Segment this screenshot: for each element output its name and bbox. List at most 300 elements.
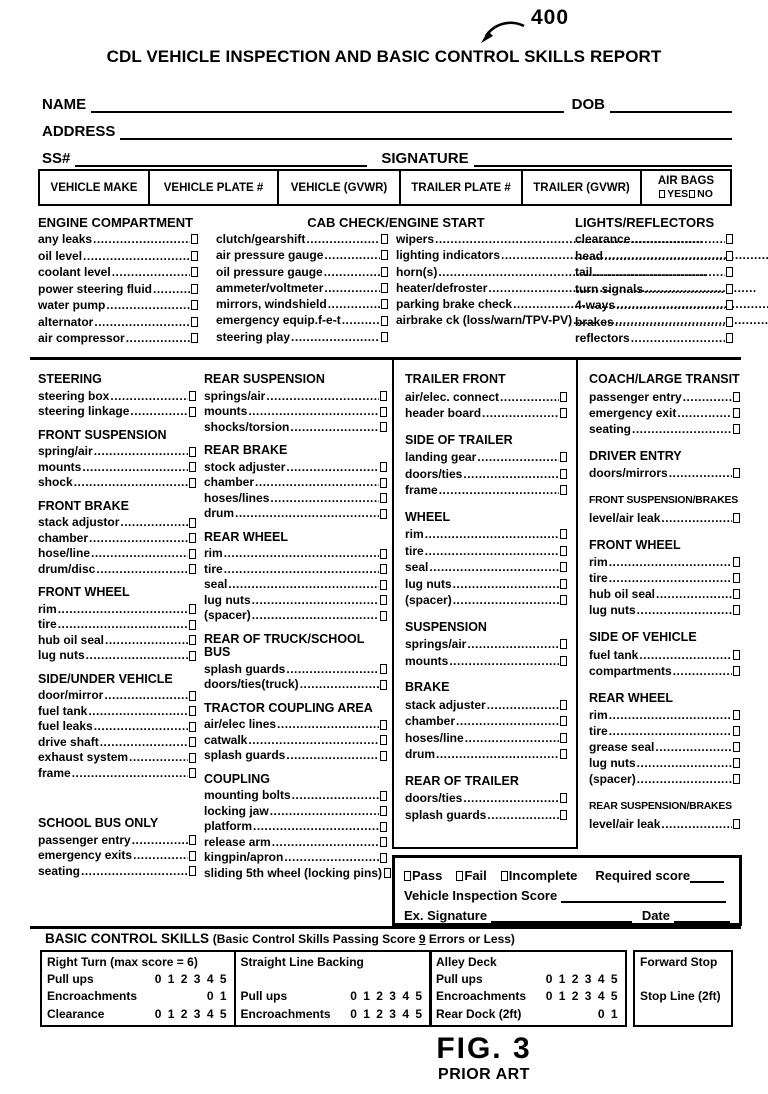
checklist-item bbox=[204, 850, 387, 866]
dob-field-line[interactable] bbox=[610, 95, 732, 113]
checklist-group bbox=[204, 444, 387, 522]
item-label: chamber bbox=[38, 530, 89, 545]
group-title: REAR WHEEL bbox=[589, 690, 674, 705]
score-options[interactable]: 0 1 2 3 4 5 bbox=[545, 989, 619, 1003]
checkbox[interactable] bbox=[560, 452, 567, 462]
checkbox[interactable] bbox=[560, 793, 567, 803]
dot-leader bbox=[453, 576, 559, 593]
checklist-item bbox=[38, 864, 196, 880]
checklist-item bbox=[405, 526, 567, 543]
dot-leader bbox=[482, 405, 559, 422]
result-row bbox=[404, 863, 730, 883]
checkbox[interactable] bbox=[380, 478, 387, 488]
checkbox[interactable] bbox=[189, 549, 196, 559]
dot-leader bbox=[656, 586, 732, 602]
checkbox[interactable] bbox=[380, 720, 387, 730]
checklist-item bbox=[575, 248, 733, 265]
checkbox[interactable] bbox=[733, 605, 740, 615]
checklist-item bbox=[589, 510, 740, 526]
checkbox[interactable] bbox=[560, 546, 567, 556]
checkbox[interactable] bbox=[560, 595, 567, 605]
checkbox[interactable] bbox=[381, 250, 388, 260]
checkbox[interactable] bbox=[380, 837, 387, 847]
checkbox[interactable] bbox=[380, 509, 387, 519]
checklist-item bbox=[204, 420, 387, 436]
checklist-group bbox=[405, 373, 567, 422]
checkbox[interactable] bbox=[380, 853, 387, 863]
checklist-item bbox=[405, 482, 567, 499]
group-title: SIDE OF VEHICLE bbox=[589, 630, 697, 644]
group-title: FRONT SUSPENSION bbox=[38, 427, 167, 442]
dot-leader bbox=[673, 663, 732, 679]
checklist-item bbox=[575, 314, 733, 331]
checkbox[interactable] bbox=[380, 493, 387, 503]
checkbox[interactable] bbox=[380, 664, 387, 674]
item-label: hoses/line bbox=[405, 730, 464, 745]
item-label: rim bbox=[589, 555, 608, 569]
item-label: power steering fluid bbox=[38, 281, 153, 296]
name-field-line[interactable] bbox=[91, 95, 563, 113]
date-line[interactable] bbox=[674, 908, 730, 923]
checklist-item bbox=[589, 755, 740, 771]
checkbox[interactable] bbox=[189, 447, 196, 457]
checkbox[interactable] bbox=[189, 635, 196, 645]
checkbox[interactable] bbox=[189, 866, 196, 876]
skill-label: Stop Line (2ft) bbox=[640, 989, 721, 1003]
score-options[interactable]: 0 1 2 3 4 5 bbox=[154, 971, 228, 986]
score-options[interactable]: 0 1 bbox=[597, 1006, 619, 1021]
item-label: passenger entry bbox=[38, 832, 131, 847]
checklist-item bbox=[589, 465, 740, 481]
checkbox[interactable] bbox=[560, 408, 567, 418]
checkbox[interactable] bbox=[726, 284, 733, 294]
dot-leader bbox=[252, 593, 379, 609]
checkbox[interactable] bbox=[560, 716, 567, 726]
skill-row bbox=[436, 1006, 619, 1024]
checkbox[interactable] bbox=[733, 710, 740, 720]
item-label: seating bbox=[589, 421, 632, 436]
dot-leader bbox=[631, 231, 725, 248]
checkbox[interactable] bbox=[384, 868, 391, 878]
checklist-group bbox=[204, 531, 387, 624]
checkbox[interactable] bbox=[560, 733, 567, 743]
checkbox[interactable] bbox=[381, 267, 388, 277]
item-label: oil level bbox=[38, 248, 83, 263]
item-label: chamber bbox=[405, 714, 456, 728]
item-label: header board bbox=[405, 406, 482, 420]
checklist-item bbox=[38, 648, 196, 664]
group-title: REAR SUSPENSION bbox=[204, 372, 325, 386]
item-label: compartments bbox=[589, 663, 672, 678]
item-label: mounting bolts bbox=[204, 788, 291, 802]
inspection-score-line[interactable] bbox=[561, 888, 726, 903]
score-options[interactable]: 0 1 2 3 4 5 bbox=[154, 1006, 228, 1021]
checkbox[interactable] bbox=[733, 758, 740, 768]
item-label: fuel leaks bbox=[38, 719, 93, 733]
checkbox[interactable] bbox=[733, 424, 740, 434]
checkbox[interactable] bbox=[189, 407, 196, 417]
checklist-item bbox=[204, 717, 387, 733]
top-checklists bbox=[38, 214, 738, 354]
checkbox[interactable] bbox=[189, 564, 196, 574]
group-title: SIDE OF TRAILER bbox=[405, 432, 513, 447]
checkbox[interactable] bbox=[189, 851, 196, 861]
skill-row bbox=[47, 971, 228, 989]
checkbox[interactable] bbox=[380, 391, 387, 401]
checkbox[interactable] bbox=[560, 562, 567, 572]
item-label: air/elec. connect bbox=[405, 389, 500, 404]
score-options[interactable]: 0 1 2 3 4 5 bbox=[545, 971, 619, 986]
checklist-item bbox=[38, 531, 196, 547]
item-label: steering linkage bbox=[38, 404, 130, 418]
skill-label: Clearance bbox=[47, 1006, 105, 1021]
checklist-group bbox=[405, 621, 567, 670]
item-label: 4-ways bbox=[575, 298, 616, 312]
pass-checkbox[interactable] bbox=[404, 871, 411, 881]
basic-control-skills-table bbox=[40, 950, 733, 1027]
checkbox[interactable] bbox=[380, 422, 387, 432]
dot-leader bbox=[291, 329, 380, 345]
checklist-item bbox=[38, 750, 196, 766]
item-label: shocks/torsion bbox=[204, 419, 290, 434]
address-field-line[interactable] bbox=[120, 122, 732, 140]
checklist-group bbox=[38, 673, 196, 782]
skill-row bbox=[241, 971, 424, 989]
checkbox[interactable] bbox=[380, 580, 387, 590]
checkbox[interactable] bbox=[191, 284, 198, 294]
checklist-group bbox=[589, 539, 740, 619]
checkbox[interactable] bbox=[191, 333, 198, 343]
checklist-item bbox=[38, 460, 196, 476]
air-bags-yes-checkbox[interactable] bbox=[659, 190, 665, 198]
checkbox[interactable] bbox=[380, 462, 387, 472]
skill-title: Straight Line Backing bbox=[240, 955, 364, 969]
checklist-item bbox=[204, 562, 387, 578]
checkbox[interactable] bbox=[381, 299, 388, 309]
dot-leader bbox=[615, 314, 725, 331]
checklist-group bbox=[204, 633, 387, 693]
checkbox[interactable] bbox=[733, 392, 740, 402]
vehicle-info-cell: TRAILER PLATE # bbox=[401, 171, 523, 204]
dot-leader bbox=[292, 788, 379, 804]
dot-leader bbox=[133, 848, 188, 864]
checkbox[interactable] bbox=[726, 317, 733, 327]
item-label: seal bbox=[204, 577, 228, 591]
checkbox[interactable] bbox=[380, 791, 387, 801]
checkbox[interactable] bbox=[189, 478, 196, 488]
checkbox[interactable] bbox=[380, 549, 387, 559]
checkbox[interactable] bbox=[381, 234, 388, 244]
checkbox[interactable] bbox=[189, 604, 196, 614]
checkbox[interactable] bbox=[560, 469, 567, 479]
checklist-item bbox=[589, 723, 740, 739]
item-label: mirrors, windshield bbox=[216, 297, 327, 312]
item-label: drum bbox=[204, 506, 234, 520]
checklist-item bbox=[589, 554, 740, 570]
checkbox[interactable] bbox=[189, 518, 196, 528]
checkbox[interactable] bbox=[560, 810, 567, 820]
group-title: TRAILER FRONT bbox=[405, 372, 506, 386]
checklist-item bbox=[405, 592, 567, 609]
dot-leader bbox=[266, 389, 379, 405]
group-title: SCHOOL BUS ONLY bbox=[38, 816, 159, 830]
name-row bbox=[42, 86, 732, 113]
checkbox[interactable] bbox=[380, 751, 387, 761]
dot-leader bbox=[637, 602, 732, 618]
checklist-item bbox=[405, 790, 567, 807]
checkbox[interactable] bbox=[733, 742, 740, 752]
dot-leader bbox=[669, 465, 732, 481]
checkbox[interactable] bbox=[560, 485, 567, 495]
dot-leader bbox=[286, 662, 379, 678]
checkbox[interactable] bbox=[189, 391, 196, 401]
checkbox[interactable] bbox=[733, 589, 740, 599]
dot-leader bbox=[655, 739, 732, 755]
score-box bbox=[392, 855, 742, 926]
checkbox[interactable] bbox=[189, 651, 196, 661]
checklist-item bbox=[589, 421, 740, 437]
checkbox[interactable] bbox=[560, 529, 567, 539]
dot-leader bbox=[342, 312, 380, 328]
checkbox[interactable] bbox=[380, 822, 387, 832]
dot-leader bbox=[609, 707, 732, 723]
skill-label: Encroachments bbox=[240, 1006, 331, 1021]
skill-label: Pull ups bbox=[47, 971, 94, 986]
checkbox[interactable] bbox=[191, 234, 198, 244]
checkbox[interactable] bbox=[189, 737, 196, 747]
item-label: shock bbox=[38, 475, 73, 489]
checklist-item bbox=[38, 231, 198, 248]
air-bags-no-checkbox[interactable] bbox=[689, 190, 695, 198]
item-label: tire bbox=[204, 561, 223, 576]
dot-leader bbox=[463, 466, 559, 483]
dot-leader bbox=[153, 281, 190, 298]
dot-leader bbox=[467, 636, 559, 653]
inspection-column-truck-rear bbox=[204, 373, 387, 890]
checkbox[interactable] bbox=[726, 267, 733, 277]
dot-leader bbox=[224, 562, 379, 578]
checkbox[interactable] bbox=[560, 639, 567, 649]
checklist-group bbox=[38, 500, 196, 578]
examiner-signature-line[interactable] bbox=[491, 908, 632, 923]
checkbox[interactable] bbox=[560, 579, 567, 589]
item-label: spring/air bbox=[38, 444, 93, 458]
checkbox[interactable] bbox=[733, 666, 740, 676]
item-label: passenger entry bbox=[589, 389, 682, 404]
bcs-note-prefix: (Basic Control Skills Passing Score bbox=[212, 932, 419, 946]
item-label: ammeter/voltmeter bbox=[216, 280, 324, 295]
checklist-group bbox=[405, 681, 567, 763]
checkbox[interactable] bbox=[560, 700, 567, 710]
section-title: ENGINE COMPARTMENT bbox=[38, 215, 194, 230]
checkbox[interactable] bbox=[380, 564, 387, 574]
score-options[interactable]: 0 1 bbox=[206, 989, 228, 1003]
checklist-item bbox=[405, 466, 567, 483]
dot-leader bbox=[110, 389, 188, 405]
checklist-item bbox=[204, 389, 387, 405]
checkbox[interactable] bbox=[381, 283, 388, 293]
name-label: NAME bbox=[42, 96, 87, 113]
section-title: CAB CHECK/ENGINE START bbox=[307, 215, 485, 230]
dot-leader bbox=[290, 420, 379, 436]
inspection-column-trailer bbox=[392, 360, 578, 849]
inspection-score-label: Vehicle Inspection Score bbox=[404, 888, 558, 903]
dot-leader bbox=[425, 543, 559, 560]
item-label: brakes bbox=[575, 314, 614, 329]
item-label: clearance bbox=[575, 232, 631, 246]
dot-leader bbox=[72, 766, 188, 782]
checkbox[interactable] bbox=[733, 573, 740, 583]
checklist-item bbox=[38, 330, 198, 347]
checkbox[interactable] bbox=[380, 595, 387, 605]
item-label: stack adjustor bbox=[38, 515, 120, 529]
dot-leader bbox=[94, 719, 188, 735]
dot-leader bbox=[252, 608, 379, 624]
checkbox[interactable] bbox=[726, 300, 733, 310]
dot-leader bbox=[456, 713, 559, 730]
dot-leader bbox=[94, 444, 188, 460]
item-label: emergency exits bbox=[38, 848, 133, 862]
checkbox[interactable] bbox=[733, 468, 740, 478]
checkbox[interactable] bbox=[380, 806, 387, 816]
checklist-item bbox=[204, 404, 387, 420]
item-label: grease seal bbox=[589, 740, 655, 754]
checkbox[interactable] bbox=[191, 317, 198, 327]
checkbox[interactable] bbox=[733, 726, 740, 736]
checkbox[interactable] bbox=[733, 513, 740, 523]
checklist-item bbox=[204, 804, 387, 820]
checkbox[interactable] bbox=[380, 735, 387, 745]
item-label: air pressure gauge bbox=[216, 248, 324, 263]
checklist-item bbox=[405, 405, 567, 422]
checklist-item bbox=[575, 264, 733, 281]
checklist-item bbox=[405, 449, 567, 466]
checkbox[interactable] bbox=[191, 251, 198, 261]
vehicle-info-cell: VEHICLE MAKE bbox=[40, 171, 150, 204]
inspection-column-truck-front bbox=[38, 373, 196, 888]
skill-label: Pull ups bbox=[240, 989, 288, 1003]
checklist-item bbox=[589, 707, 740, 723]
checklist-item bbox=[589, 663, 740, 679]
dot-leader bbox=[300, 677, 379, 693]
checklist-group bbox=[589, 373, 740, 437]
checkbox[interactable] bbox=[189, 706, 196, 716]
inspection-column-coach bbox=[589, 373, 740, 845]
item-label: rim bbox=[589, 708, 608, 722]
checkbox[interactable] bbox=[189, 691, 196, 701]
checkbox[interactable] bbox=[733, 408, 740, 418]
checkbox[interactable] bbox=[189, 462, 196, 472]
checkbox[interactable] bbox=[560, 656, 567, 666]
checklist-item bbox=[204, 460, 387, 476]
dot-leader bbox=[89, 531, 188, 547]
group-title: TRACTOR COUPLING AREA bbox=[204, 700, 373, 715]
checklist-group bbox=[38, 817, 196, 879]
dob-label: DOB bbox=[571, 96, 605, 113]
item-label: steering box bbox=[38, 388, 110, 403]
checkbox[interactable] bbox=[189, 620, 196, 630]
dot-leader bbox=[253, 819, 379, 835]
signature-field-line[interactable] bbox=[474, 149, 732, 167]
dot-leader bbox=[286, 748, 379, 764]
checkbox[interactable] bbox=[560, 392, 567, 402]
checklist-item bbox=[38, 444, 196, 460]
checkbox[interactable] bbox=[560, 749, 567, 759]
checkbox[interactable] bbox=[733, 557, 740, 567]
fail-checkbox[interactable] bbox=[456, 871, 463, 881]
skill-label: Encroachments bbox=[47, 989, 138, 1003]
date-label: Date bbox=[641, 908, 670, 923]
checkbox[interactable] bbox=[380, 611, 387, 621]
item-label: reflectors bbox=[575, 331, 630, 345]
item-label: stack adjuster bbox=[405, 697, 486, 712]
dot-leader bbox=[487, 807, 559, 824]
checkbox[interactable] bbox=[189, 835, 196, 845]
item-label: (spacer) bbox=[204, 608, 251, 622]
score-options[interactable]: 0 1 2 3 4 5 bbox=[350, 1006, 424, 1021]
group-title: REAR OF TRUCK/SCHOOL BUS bbox=[204, 631, 365, 659]
incomplete-checkbox[interactable] bbox=[501, 871, 508, 881]
dot-leader bbox=[609, 554, 732, 570]
group-title: COACH/LARGE TRANSIT bbox=[589, 372, 740, 386]
dot-leader bbox=[88, 704, 188, 720]
item-label: air/elec lines bbox=[204, 717, 277, 731]
item-label: hose/line bbox=[38, 546, 91, 560]
dot-leader bbox=[91, 546, 188, 562]
checkbox[interactable] bbox=[726, 251, 733, 261]
required-score-line[interactable] bbox=[690, 868, 724, 883]
checkbox[interactable] bbox=[189, 533, 196, 543]
inspection-section bbox=[30, 357, 741, 929]
item-label: springs/air bbox=[204, 388, 266, 403]
checklist-group bbox=[38, 429, 196, 491]
checklist-item bbox=[589, 389, 740, 405]
checkbox[interactable] bbox=[380, 680, 387, 690]
checkbox[interactable] bbox=[733, 774, 740, 784]
dot-leader bbox=[436, 746, 559, 763]
checklist-item bbox=[38, 248, 198, 265]
dot-leader bbox=[224, 546, 379, 562]
checkbox[interactable] bbox=[381, 332, 388, 342]
checklist-group bbox=[204, 773, 387, 882]
item-label: coolant level bbox=[38, 265, 111, 279]
checkbox[interactable] bbox=[191, 267, 198, 277]
ssn-field-line[interactable] bbox=[75, 149, 367, 167]
skill-cell bbox=[429, 950, 627, 1027]
checkbox[interactable] bbox=[189, 768, 196, 778]
item-label: seating bbox=[38, 863, 81, 878]
checkbox[interactable] bbox=[381, 316, 388, 326]
group-title: REAR BRAKE bbox=[204, 443, 288, 457]
checkbox[interactable] bbox=[191, 300, 198, 310]
checkbox[interactable] bbox=[189, 753, 196, 763]
checkbox[interactable] bbox=[189, 722, 196, 732]
item-label: rim bbox=[405, 527, 424, 541]
checkbox[interactable] bbox=[733, 819, 740, 829]
checklist-group bbox=[589, 631, 740, 679]
checkbox[interactable] bbox=[726, 234, 733, 244]
score-options[interactable]: 0 1 2 3 4 5 bbox=[350, 989, 424, 1003]
prior-art-label: PRIOR ART bbox=[438, 1066, 530, 1083]
required-score-label: Required score bbox=[595, 868, 691, 883]
checkbox[interactable] bbox=[733, 650, 740, 660]
group-title: STEERING bbox=[38, 372, 102, 386]
item-label: seal bbox=[405, 560, 429, 574]
checkbox[interactable] bbox=[380, 407, 387, 417]
item-label: level/air leak bbox=[589, 816, 661, 831]
checklist-item bbox=[38, 297, 198, 314]
checkbox[interactable] bbox=[726, 333, 733, 343]
